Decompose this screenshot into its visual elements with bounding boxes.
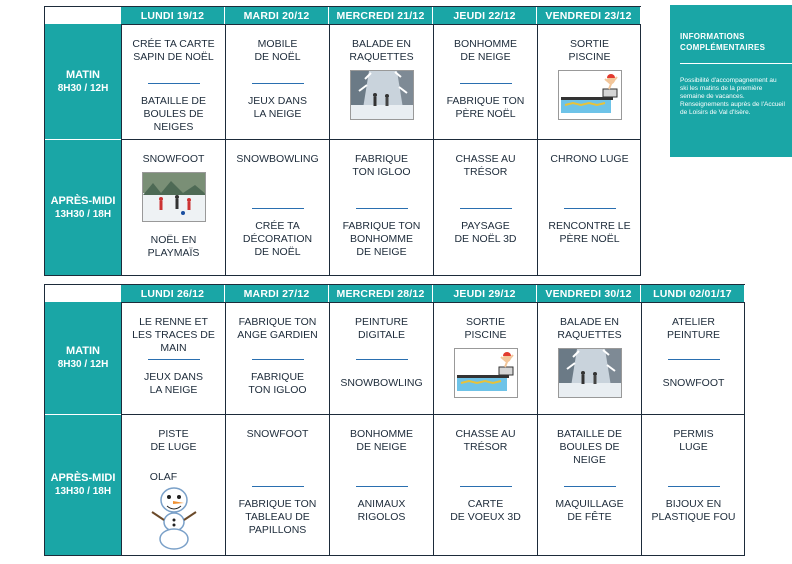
day-header: LUNDI 19/12 [121,7,225,24]
activity-title: CRÉE TA CARTE SAPIN DE NOËL [132,38,215,63]
info-panel [670,5,792,157]
afternoon-activity-cell [121,139,225,275]
week1-corner [45,7,121,24]
afternoon-activity-cell [225,139,329,275]
day-header: MERCREDI 28/12 [329,285,433,302]
afternoon-activity-cell [433,139,537,275]
morning-activity-cell [225,24,329,139]
activity-title: SORTIE PISCINE [568,38,611,63]
week1-afternoon-label [45,139,121,275]
activity-subtitle: FABRIQUE TON BONHOMME DE NEIGE [342,220,421,258]
info-title: INFORMATIONS COMPLÉMENTAIRES [680,32,766,52]
activity-subtitle: MAQUILLAGE DE FÊTE [555,498,624,523]
afternoon-activity-cell [433,414,537,555]
activity-title: SORTIE PISCINE [464,316,507,341]
activity-separator [668,486,720,487]
activity-separator [668,359,720,360]
activity-title: BALADE EN RAQUETTES [349,38,414,63]
swimmer-picture [454,348,518,398]
activity-title: SNOWFOOT [142,153,205,165]
week2-schedule [44,284,745,556]
morning-time: 8H30 / 12H [57,359,109,370]
week2-morning-label [45,302,121,414]
activity-subtitle: OLAF [149,471,178,483]
snowfoot-picture [142,172,206,222]
afternoon-activity-cell [121,414,225,555]
activity-title: PISTE DE LUGE [150,428,197,453]
activity-title: FABRIQUE TON IGLOO [352,153,411,178]
info-body: Possibilité d'accompagnement au ski les matins de la première semaine de vacances. Renseignements auprès de l'Accueil de Loisirs de Val d'Isère. [680,77,785,116]
morning-activity-cell [225,302,329,414]
info-divider [680,63,792,64]
day-header: MARDI 27/12 [225,285,329,302]
activity-separator [252,486,304,487]
afternoon-activity-cell [537,414,641,555]
morning-activity-cell [121,24,225,139]
activity-title: CHRONO LUGE [550,153,629,165]
activity-subtitle: SNOWFOOT [662,377,725,389]
activity-subtitle: BATAILLE DE BOULES DE NEIGES [141,95,206,133]
activity-subtitle: FABRIQUE TON PÈRE NOËL [446,95,525,120]
activity-separator [252,83,304,84]
activity-separator [564,486,616,487]
activity-subtitle: FABRIQUE TON TABLEAU DE PAPILLONS [238,498,317,536]
activity-separator [460,208,512,209]
activity-subtitle: FABRIQUE TON IGLOO [248,371,307,396]
day-header: LUNDI 26/12 [121,285,225,302]
activity-subtitle: SNOWBOWLING [340,377,423,389]
activity-title: BONHOMME DE NEIGE [454,38,517,63]
week1-morning-label [45,24,121,139]
morning-activity-cell [641,302,745,414]
activity-subtitle: ANIMAUX RIGOLOS [357,498,406,523]
activity-title: BATAILLE DE BOULES DE NEIGE [557,428,622,466]
day-header: JEUDI 22/12 [433,7,537,24]
activity-subtitle: JEUX DANS LA NEIGE [248,95,307,120]
activity-separator [252,208,304,209]
activity-separator [460,486,512,487]
activity-separator [148,359,200,360]
olaf-picture [142,482,206,552]
activity-title: CHASSE AU TRÉSOR [455,153,516,178]
day-header: LUNDI 02/01/17 [641,285,745,302]
afternoon-activity-cell [641,414,745,555]
week1-schedule [44,6,641,276]
afternoon-activity-cell [329,414,433,555]
activity-subtitle: CRÉE TA DÉCORATION DE NOËL [242,220,313,258]
activity-separator [356,486,408,487]
afternoon-activity-cell [537,139,641,275]
morning-time: 8H30 / 12H [57,82,109,94]
activity-subtitle: BIJOUX EN PLASTIQUE FOU [651,498,736,523]
activity-title: CHASSE AU TRÉSOR [455,428,516,453]
activity-separator [356,208,408,209]
activity-title: PEINTURE DIGITALE [354,316,409,341]
afternoon-activity-cell [329,139,433,275]
morning-activity-cell [329,24,433,139]
day-header: MARDI 20/12 [225,7,329,24]
activity-title: LE RENNE ET LES TRACES DE MAIN [132,316,215,354]
activity-subtitle: PAYSAGE DE NOËL 3D [454,220,517,245]
activity-separator [148,83,200,84]
snowshoe-picture [558,348,622,398]
morning-activity-cell [537,302,641,414]
activity-subtitle: JEUX DANS LA NEIGE [144,371,203,396]
week2-afternoon-label [45,414,121,555]
morning-label: MATIN [65,68,100,81]
activity-title: FABRIQUE TON ANGE GARDIEN [237,316,318,341]
activity-title: SNOWFOOT [246,428,309,440]
swimmer-picture [558,70,622,120]
day-header: MERCREDI 21/12 [329,7,433,24]
morning-activity-cell [329,302,433,414]
activity-subtitle: RENCONTRE LE PÈRE NOËL [548,220,631,245]
afternoon-time: 13H30 / 18H [54,486,112,497]
activity-separator [564,208,616,209]
activity-subtitle: CARTE DE VOEUX 3D [450,498,521,523]
activity-title: BALADE EN RAQUETTES [557,316,622,341]
afternoon-label: APRÈS-MIDI [50,472,116,484]
morning-activity-cell [537,24,641,139]
day-header: VENDREDI 30/12 [537,285,641,302]
activity-separator [252,359,304,360]
activity-title: PERMIS LUGE [673,428,714,453]
activity-separator [460,83,512,84]
day-header: VENDREDI 23/12 [537,7,641,24]
activity-subtitle: NOËL EN PLAYMAÏS [147,234,200,259]
activity-title: MOBILE DE NOËL [254,38,301,63]
activity-title: ATELIER PEINTURE [666,316,721,341]
morning-activity-cell [433,302,537,414]
afternoon-label: APRÈS-MIDI [50,194,116,207]
day-header: JEUDI 29/12 [433,285,537,302]
afternoon-activity-cell [225,414,329,555]
activity-title: SNOWBOWLING [236,153,319,165]
morning-activity-cell [121,302,225,414]
activity-title: BONHOMME DE NEIGE [350,428,413,453]
morning-activity-cell [433,24,537,139]
activity-separator [356,359,408,360]
morning-label: MATIN [65,345,100,357]
afternoon-time: 13H30 / 18H [54,208,112,220]
snowshoe-picture [350,70,414,120]
week2-corner [45,285,121,302]
